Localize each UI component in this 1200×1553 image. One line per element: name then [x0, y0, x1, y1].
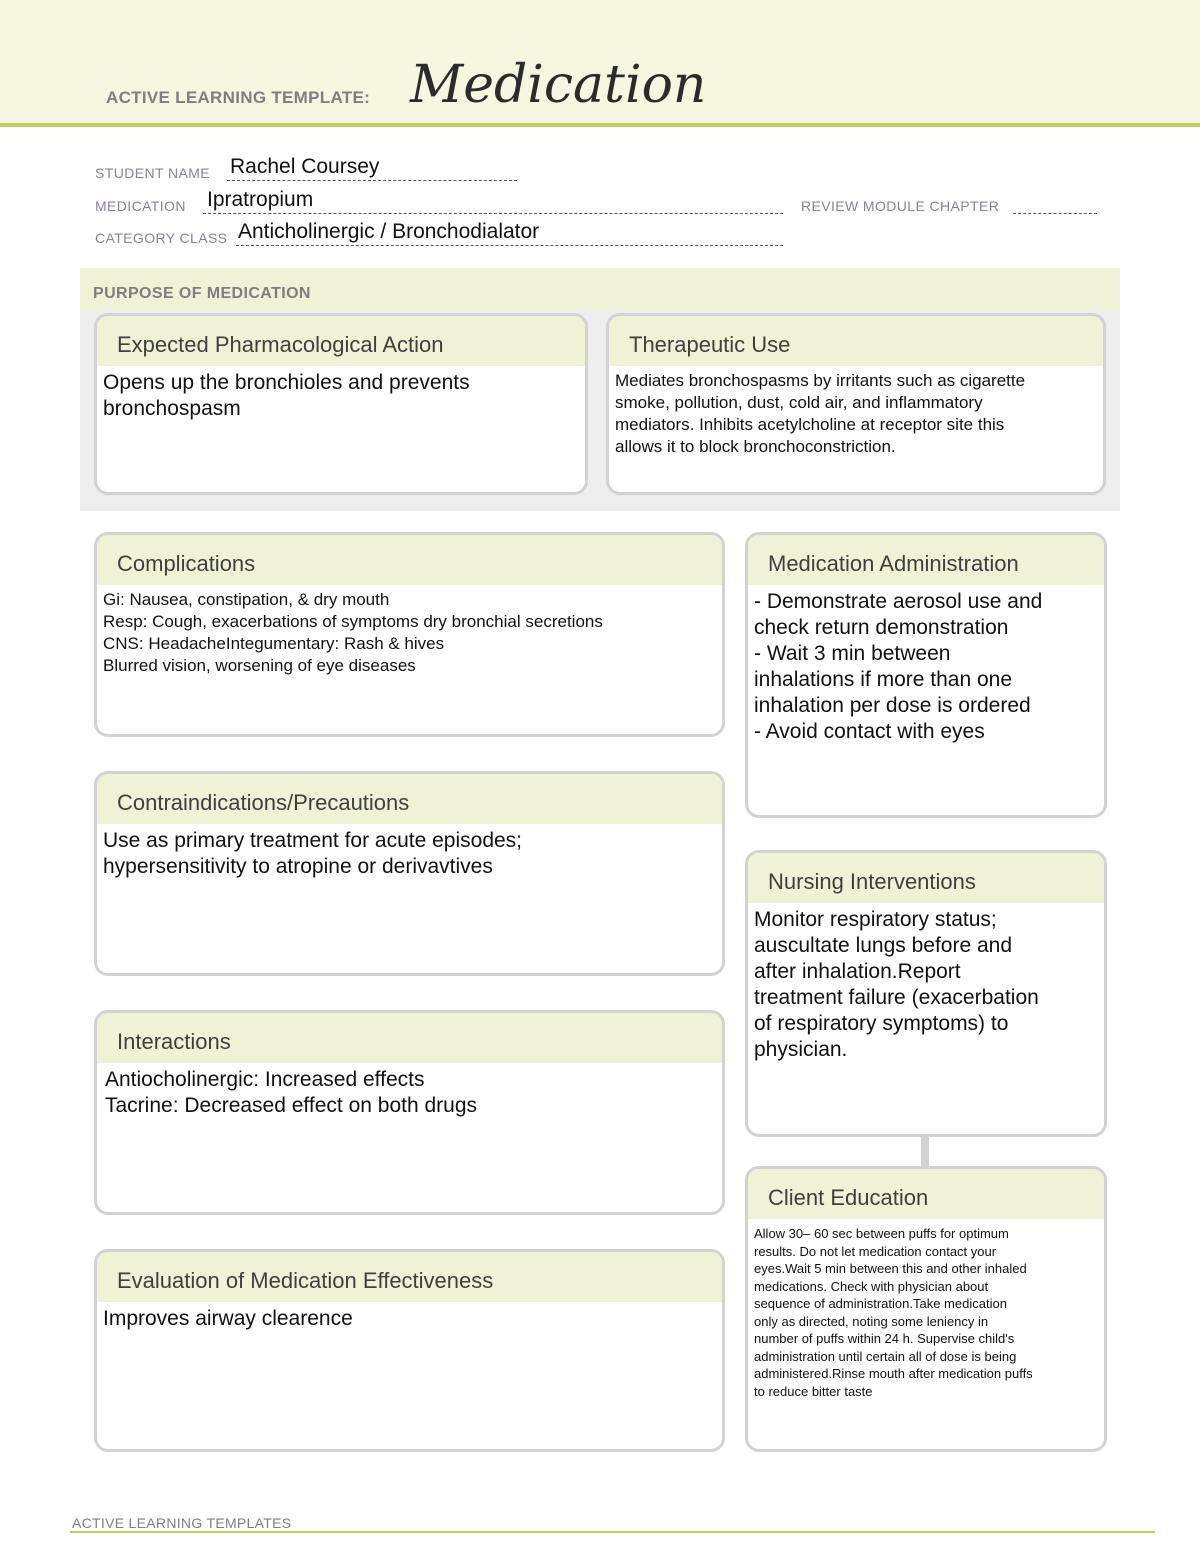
- box-connector: [921, 1135, 929, 1167]
- complications-box[interactable]: [94, 532, 725, 737]
- footer-label: ACTIVE LEARNING TEMPLATES: [72, 1515, 292, 1531]
- text-line: administered.Rinse mouth after medication puffs: [754, 1366, 1033, 1381]
- nursing-interventions-title: Nursing Interventions: [748, 853, 1104, 903]
- header-divider: [0, 123, 1200, 127]
- text-line: Improves airway clearence: [103, 1307, 353, 1330]
- student-name-underline: [227, 180, 517, 181]
- text-line: Allow 30– 60 sec between puffs for optimum: [754, 1226, 1009, 1241]
- text-line: Antiocholinergic: Increased effects: [105, 1068, 425, 1091]
- review-module-label: REVIEW MODULE CHAPTER: [801, 198, 1000, 214]
- complications-title: Complications: [97, 535, 722, 585]
- text-line: bronchospasm: [103, 397, 241, 420]
- contraindications-title: Contraindications/Precautions: [97, 774, 722, 824]
- text-line: check return demonstration: [754, 616, 1009, 639]
- therapeutic-use-title: Therapeutic Use: [609, 316, 1103, 366]
- review-module-underline: [1013, 213, 1097, 214]
- text-line: Tacrine: Decreased effect on both drugs: [105, 1094, 478, 1117]
- text-line: Use as primary treatment for acute episodes;: [103, 829, 523, 852]
- category-class-value[interactable]: Anticholinergic / Bronchodialator: [238, 220, 540, 243]
- medication-field[interactable]: [95, 188, 785, 218]
- complications-text[interactable]: [97, 585, 722, 677]
- interactions-title: Interactions: [97, 1013, 722, 1063]
- interactions-text[interactable]: [97, 1063, 722, 1119]
- text-line: smoke, pollution, dust, cold air, and inflammatory: [615, 393, 983, 412]
- text-line: mediators. Inhibits acetylcholine at receptor site this: [615, 415, 1005, 434]
- text-line: administration until certain all of dose is being: [754, 1348, 1017, 1364]
- evaluation-title: Evaluation of Medication Effectiveness: [97, 1252, 722, 1302]
- text-line: Blurred vision, worsening of eye diseases: [103, 656, 416, 675]
- text-line: results. Do not let medication contact your: [754, 1243, 997, 1259]
- text-line: allows it to block bronchoconstriction.: [615, 437, 896, 456]
- text-line: number of puffs within 24 h. Supervise child's: [754, 1331, 1015, 1346]
- page-title: Medication: [410, 55, 707, 115]
- client-education-text[interactable]: [748, 1219, 1104, 1400]
- text-line: eyes.Wait 5 min between this and other inhaled: [754, 1261, 1027, 1276]
- text-line: of respiratory symptoms) to: [754, 1012, 1009, 1035]
- contraindications-text[interactable]: [97, 824, 722, 880]
- expected-action-text[interactable]: [97, 366, 585, 422]
- administration-text[interactable]: [748, 585, 1104, 745]
- medication-value[interactable]: Ipratropium: [207, 188, 314, 211]
- text-line: medications. Check with physician about: [754, 1278, 989, 1294]
- template-label: ACTIVE LEARNING TEMPLATE:: [106, 88, 371, 107]
- evaluation-text[interactable]: [97, 1302, 722, 1332]
- text-line: Mediates bronchospasms by irritants such as cigarette: [615, 371, 1026, 390]
- text-line: Gi: Nausea, constipation, & dry mouth: [103, 590, 390, 609]
- student-name-field[interactable]: [95, 155, 520, 185]
- student-name-value[interactable]: Rachel Coursey: [230, 155, 380, 178]
- category-class-label: CATEGORY CLASS: [95, 230, 228, 246]
- administration-box[interactable]: [745, 532, 1107, 818]
- medication-underline: [203, 213, 783, 214]
- contraindications-box[interactable]: [94, 771, 725, 976]
- interactions-box[interactable]: [94, 1010, 725, 1215]
- text-line: after inhalation.Report: [754, 960, 961, 983]
- category-class-underline: [236, 245, 783, 246]
- text-line: to reduce bitter taste: [754, 1383, 873, 1399]
- footer-divider: [70, 1531, 1155, 1533]
- text-line: treatment failure (exacerbation: [754, 986, 1039, 1009]
- text-line: sequence of administration.Take medication: [754, 1296, 1007, 1311]
- expected-action-title: Expected Pharmacological Action: [97, 316, 585, 366]
- text-line: Opens up the bronchioles and prevents: [103, 371, 470, 394]
- therapeutic-use-text[interactable]: [609, 366, 1103, 458]
- client-education-box[interactable]: [745, 1166, 1107, 1452]
- nursing-interventions-box[interactable]: [745, 850, 1107, 1137]
- text-line: hypersensitivity to atropine or derivavtives: [103, 855, 493, 878]
- text-line: physician.: [754, 1038, 848, 1061]
- administration-title: Medication Administration: [748, 535, 1104, 585]
- student-name-label: STUDENT NAME: [95, 165, 210, 181]
- text-line: - Demonstrate aerosol use and: [754, 590, 1043, 613]
- category-class-field[interactable]: [95, 220, 785, 250]
- expected-action-box[interactable]: [94, 313, 588, 495]
- text-line: Resp: Cough, exacerbations of symptoms dry bronchial secretions: [103, 612, 603, 631]
- client-education-title: Client Education: [748, 1169, 1104, 1219]
- purpose-label: PURPOSE OF MEDICATION: [93, 285, 311, 302]
- therapeutic-use-box[interactable]: [606, 313, 1106, 495]
- text-line: only as directed, noting some leniency in: [754, 1313, 989, 1329]
- medication-label: MEDICATION: [95, 198, 186, 214]
- text-line: - Avoid contact with eyes: [754, 720, 985, 743]
- text-line: - Wait 3 min between: [754, 642, 951, 665]
- evaluation-box[interactable]: [94, 1249, 725, 1452]
- text-line: auscultate lungs before and: [754, 934, 1013, 957]
- text-line: inhalations if more than one: [754, 668, 1012, 691]
- review-module-field[interactable]: [801, 188, 1101, 218]
- text-line: Monitor respiratory status;: [754, 908, 997, 931]
- nursing-interventions-text[interactable]: [748, 903, 1104, 1063]
- text-line: inhalation per dose is ordered: [754, 694, 1031, 717]
- text-line: CNS: HeadacheIntegumentary: Rash & hives: [103, 634, 445, 653]
